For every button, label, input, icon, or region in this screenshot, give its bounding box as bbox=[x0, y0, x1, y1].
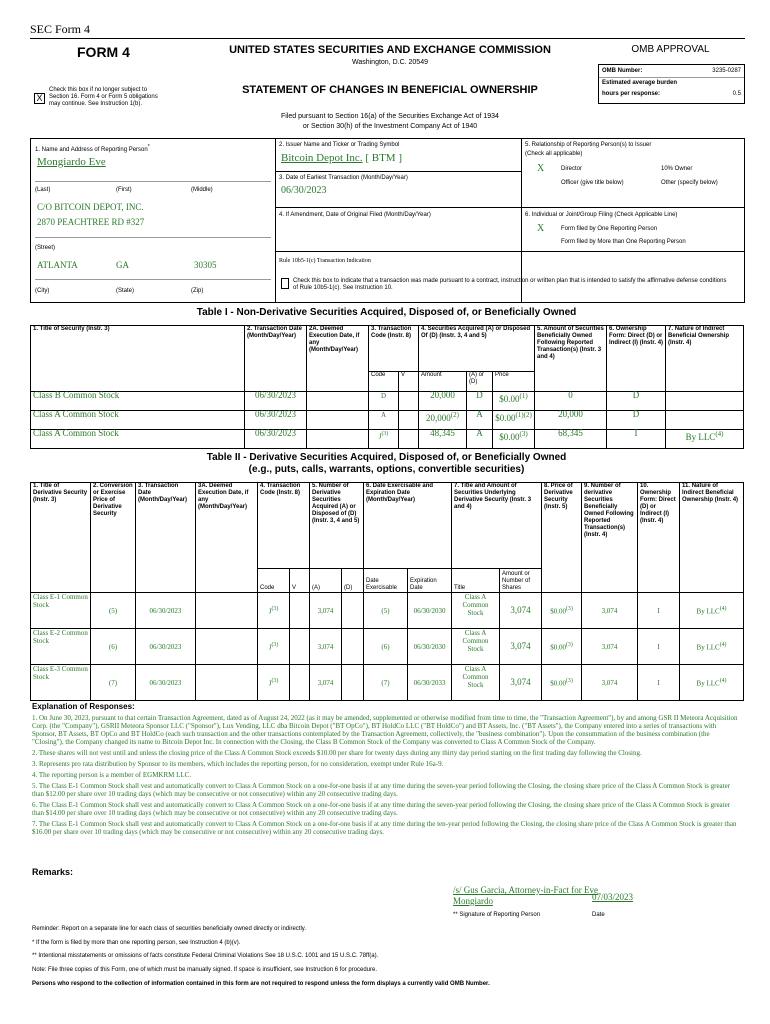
issuer-name-row bbox=[281, 152, 402, 164]
table-row: Class E-1 Common Stock (5) 06/30/2023 $J^{(3)}$ 3,074 (5) 06/30/2030 Class A Common Stock 3,074 $0.00$^{(3)}$ 3,074 I By LLC$^{(4)}$ bbox=[31, 593, 744, 629]
filing-mark[interactable]: X bbox=[537, 223, 545, 234]
middle-name-label: (Middle) bbox=[191, 187, 213, 193]
table-row: Class A Common Stock 06/30/2023 $J^{(3)}$ 48,345 A $0.00$^{(3)}$ 68,345 I By LLC$^{(4)}$ bbox=[31, 430, 744, 449]
t1-h2a: 2A. Deemed Execution Date, if any (Month/Day/Year) bbox=[307, 326, 369, 392]
director-label: Director bbox=[561, 166, 583, 172]
omb-hours: 0.5 bbox=[732, 91, 741, 97]
omb-box bbox=[598, 64, 745, 104]
rule-text: Check this box to indicate that a transaction was made pursuant to a contract, instruction or written plan that is intended to satisfy the affirmative defense conditions of Rule 10b5-1(c). See Instruction 10. bbox=[293, 278, 727, 291]
t1-sub-price: Price bbox=[493, 372, 535, 392]
filing-one: Form filed by One Reporting Person bbox=[561, 226, 658, 232]
t1-h4: 4. Securities Acquired (A) or Disposed Of (D) (Instr. 3, 4 and 5) bbox=[419, 326, 535, 372]
city-value: ATLANTA bbox=[37, 260, 78, 270]
issuer-name[interactable]: Bitcoin Depot Inc. bbox=[281, 152, 363, 164]
t1-h2: 2. Transaction Date (Month/Day/Year) bbox=[245, 326, 307, 392]
first-name-label: (First) bbox=[116, 187, 132, 193]
footnote-2: 2. These shares will not vest until and unless the closing price of the Class A Common Stock exceeds $10.00 per share for twenty days during any thirty day period starting on the first trading day following the Closing. bbox=[32, 749, 642, 757]
table2-title: Table II - Derivative Securities Acquired, Disposed of, or Beneficially Owned bbox=[206, 452, 567, 463]
sec-form-label: SEC Form 4 bbox=[30, 22, 91, 36]
table-row: Class E-3 Common Stock (7) 06/30/2023 $J^{(3)}$ 3,074 (7) 06/30/2033 Class A Common Stock 3,074 $0.00$^{(3)}$ 3,074 I By LLC$^{(4)}$ bbox=[31, 665, 744, 701]
filed-line-2: or Section 30(h) of the Investment Company Act of 1940 bbox=[302, 123, 478, 130]
explanation-list bbox=[32, 714, 742, 839]
issuer-ticker: [ BTM ] bbox=[365, 152, 402, 164]
footer-reminder: Reminder: Report on a separate line for each class of securities beneficially owned directly or indirectly. bbox=[32, 926, 307, 932]
t1-sub-ad: (A) or (D) bbox=[467, 372, 493, 392]
filed-line-1: Filed pursuant to Section 16(a) of the Securities Exchange Act of 1934 bbox=[281, 113, 499, 120]
omb-title: OMB APPROVAL bbox=[631, 44, 710, 55]
ten-pct-label: 10% Owner bbox=[661, 166, 693, 172]
footer-note-2: ** Intentional misstatements or omissions of facts constitute Federal Criminal Violations See 18 U.S.C. 1001 and 15 U.S.C. 78ff(a). bbox=[32, 953, 379, 959]
reporting-grid bbox=[30, 138, 745, 303]
filing-label: 6. Individual or Joint/Group Filing (Check Applicable Line) bbox=[525, 212, 678, 218]
city-label: (City) bbox=[35, 288, 50, 294]
issuer-label: 2. Issuer Name and Ticker or Trading Symbol bbox=[279, 142, 400, 148]
footnote-1: 1. On June 30, 2023, pursuant to that certain Transaction Agreement, dated as of August 24, 2022 (as it may be amended, supplemented or otherwise modified from time to time, the "Transaction Agreement"), by and among GSR II Meteora Acquisition Corp. (the "Company"), GSRII Meteora Sponsor LLC ("Sponsor"), Lux Vending, LLC dba Bitcoin Depot ("BT OpCo"), BT HoldCo LLC ("BT HoldCo") and BT Assets, Inc. ("BT Assets"), the Company entered into a series of transactions with Sponsor, BT Assets, BT OpCo and BT HoldCo (each such transaction and the other transactions contemplated by the Transaction Agreement, collectively, the "business combination"). Upon the consummation of the business combination (the "Closing"), the Company changed its name to Bitcoin Depot Inc. In connection with the Closing, the Class B Common Stock of the Company was converted to Class A Common Stock of the Company. bbox=[32, 714, 738, 746]
relationship-label: 5. Relationship of Reporting Person(s) to Issuer bbox=[525, 142, 652, 148]
omb-number-label: OMB Number: bbox=[602, 68, 643, 74]
t1-h7: 7. Nature of Indirect Beneficial Ownership (Instr. 4) bbox=[666, 326, 744, 392]
remarks-title: Remarks: bbox=[32, 867, 74, 877]
director-mark[interactable]: X bbox=[537, 163, 545, 174]
footnote-6: 6. The Class E-1 Common Stock shall vest and automatically convert to Class A Common Stock on a one-for-one basis if at any time during the seven-year period following the Closing, the closing share price of the Class A Common Stock is greater than $14.00 per share over 10 trading days (which may be consecutive or not consecutive) within any 20 consecutive trading days. bbox=[32, 801, 731, 817]
footer-omb-note: Persons who respond to the collection of information contained in this form are not required to respond unless the form displays a currently valid OMB Number. bbox=[32, 981, 490, 987]
table-row: Class B Common Stock 06/30/2023 D 20,000 D $0.00$^{(1)}$ 0 D bbox=[31, 392, 744, 411]
table2: 1. Title of Derivative Security (Instr. 3) 2. Conversion or Exercise Price of Derivative Security 3. Transaction Date (Month/Day/Year) 3A. Deemed Execution Date, if any (Month/Day/Year) 4. Transaction Code (Instr. 8) 5. Number of Derivative Securities Acquired (A) or Disposed of (D) (Instr. 3, 4 and 5) 6. Date Exercisable and Expiration Date (Month/Day/Year) 7. Title and Amount of Securities Underlying Derivative Security (Instr. 3 and 4) 8. Price of Derivative Security (Instr. 5) 9. Number of derivative Securities Beneficially Owned Following Reported Transaction(s) (Instr. 4) 10. Ownership Form: Direct (D) or Indirect (I) (Instr. 4) 11. Nature of Indirect Beneficial Ownership (Instr. 4) Code V (A) (D) Date Exercisable Expiration Date Title Amount or Number of Shares Class E-1 Common Stock (5) 06/30/2023 $J^{(3)}$ 3,074 (5) 06/30/2030 Class A Common Stock 3,074 $0.00$^{(3)}$ 3,074 I By LLC$^{(4)}$ Class E-2 Common Stock (6) 06/30/2023 $J^{(3)}$ 3,074 (6) 06/30/2030 Class A Common Stock 3,074 $0.00$^{(3)}$ 3,074 I By LLC$^{(4)}$ Class E-3 Common Stock (7) 06/30/2023 $J^{(3)}$ 3,074 (7) 06/30/2033 Class A Common Stock 3,074 $0.00$^{(3)}$ 3,074 I By LLC$^{(4)}$ bbox=[30, 482, 744, 701]
table2-subtitle: (e.g., puts, calls, warrants, options, convertible securities) bbox=[248, 464, 525, 475]
relationship-sub: (Check all applicable) bbox=[525, 151, 583, 157]
officer-label: Officer (give title below) bbox=[561, 180, 624, 186]
signature: /s/ Gus Garcia, Attorney-in-Fact for Eve Mongiardo bbox=[453, 885, 598, 906]
no-longer-subject-text: Check this box if no longer subject to Section 16. Form 4 or Form 5 obligations may continue. See Instruction 1(b). bbox=[49, 87, 158, 107]
t1-h6: 6. Ownership Form: Direct (D) or Indirect (I) (Instr. 4) bbox=[607, 326, 666, 392]
table-row: Class E-2 Common Stock (6) 06/30/2023 $J^{(3)}$ 3,074 (6) 06/30/2030 Class A Common Stock 3,074 $0.00$^{(3)}$ 3,074 I By LLC$^{(4)}$ bbox=[31, 629, 744, 665]
state-label: (State) bbox=[116, 288, 135, 294]
table-row: Class A Common Stock 06/30/2023 A 20,000$^{(2)}$ A $\$0.00^{(1)(2)}$ 20,000 D bbox=[31, 411, 744, 430]
omb-burden-label: Estimated average burden bbox=[602, 80, 678, 86]
statement-title: STATEMENT OF CHANGES IN BENEFICIAL OWNERSHIP bbox=[242, 84, 538, 96]
footnote-3: 3. Represents pro rata distribution by Sponsor to its members, which includes the reporting person, for no consideration, exempt under Rule 16a-9. bbox=[32, 760, 444, 768]
amendment-label: 4. If Amendment, Date of Original Filed (Month/Day/Year) bbox=[279, 212, 431, 218]
omb-number: 3235-0287 bbox=[712, 68, 741, 74]
t1-sub-code: Code bbox=[369, 372, 399, 392]
agency-name: UNITED STATES SECURITIES AND EXCHANGE COMMISSION bbox=[229, 44, 551, 56]
zip-label: (Zip) bbox=[191, 288, 204, 294]
last-name-label: (Last) bbox=[35, 187, 51, 193]
checkbox-mark: X bbox=[36, 93, 43, 103]
omb-hours-label: hours per response: bbox=[602, 91, 661, 97]
earliest-date: 06/30/2023 bbox=[281, 185, 327, 196]
t1-h5: 5. Amount of Securities Beneficially Owned Following Reported Transaction(s) (Instr. 3 and 4) bbox=[535, 326, 607, 392]
t1-sub-amount: Amount bbox=[419, 372, 467, 392]
footnote-5: 5. The Class E-1 Common Stock shall vest and automatically convert to Class A Common Stock on a one-for-one basis if at any time during the seven-year period following the Closing, the closing share price of the Class A Common Stock is greater than $12.00 per share over 10 trading days (which may be consecutive or not consecutive) within any 20 consecutive trading days. bbox=[32, 782, 731, 798]
earliest-date-label: 3. Date of Earliest Transaction (Month/Day/Year) bbox=[279, 175, 408, 181]
signature-date: 07/03/2023 bbox=[592, 892, 634, 902]
table1-title: Table I - Non-Derivative Securities Acquired, Disposed of, or Beneficially Owned bbox=[196, 307, 577, 318]
rule-label: Rule 10b5-1(c) Transaction Indication bbox=[279, 258, 371, 264]
other-label: Other (specify below) bbox=[661, 180, 718, 186]
t1-h3: 3. Transaction Code (Instr. 8) bbox=[369, 326, 419, 372]
agency-city: Washington, D.C. 20549 bbox=[351, 59, 428, 66]
address-line-1: C/O BITCOIN DEPOT, INC. bbox=[37, 202, 144, 212]
form-title: FORM 4 bbox=[77, 44, 130, 60]
state-value: GA bbox=[116, 260, 129, 270]
signature-label: ** Signature of Reporting Person bbox=[453, 912, 541, 918]
reporting-person-name[interactable]: Mongiardo Eve bbox=[37, 156, 106, 168]
street-label: (Street) bbox=[35, 245, 56, 251]
t1-h1: 1. Title of Security (Instr. 3) bbox=[31, 326, 245, 392]
zip-value: 30305 bbox=[194, 260, 217, 270]
footer-note-3: Note: File three copies of this Form, one of which must be manually signed. If space is insufficient, see Instruction 6 for procedure. bbox=[32, 967, 378, 973]
t1-sub-v: V bbox=[399, 372, 419, 392]
filing-more: Form filed by More than One Reporting Person bbox=[561, 239, 686, 245]
date-label: Date bbox=[592, 912, 605, 918]
footnote-7: 7. The Class E-1 Common Stock shall vest and automatically convert to Class A Common Stock on a one-for-one basis if at any time during the ten-year period following the Closing, the closing share price of the Class A Common Stock is greater than $16.00 per share over 10 trading days (which may be consecutive or not consecutive) within any 20 consecutive trading days. bbox=[32, 820, 737, 836]
table1 bbox=[30, 325, 744, 449]
no-longer-subject-checkbox[interactable] bbox=[34, 93, 45, 104]
address-line-2: 2870 PEACHTREE RD #327 bbox=[37, 217, 145, 227]
footer-note-1: * If the form is filed by more than one reporting person, see Instruction 4 (b)(v). bbox=[32, 940, 241, 946]
footnote-4: 4. The reporting person is a member of EGMKRM LLC. bbox=[32, 771, 192, 779]
reporting-person-label: 1. Name and Address of Reporting Person* bbox=[35, 144, 150, 153]
rule-checkbox[interactable] bbox=[281, 278, 289, 289]
explanation-title: Explanation of Responses: bbox=[32, 702, 135, 711]
